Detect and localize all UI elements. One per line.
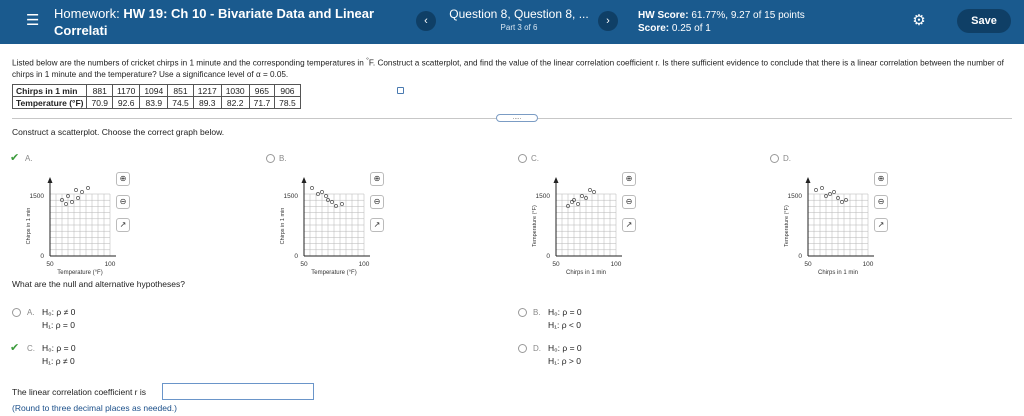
problem-text-2: F. Construct a scatterplot, and find the value of the linear correlation coefficient r. Is there sufficient evidence to conclude that there is a linear correlation between the number of chirps in 1 minute and the temperature? Use a significance level of α = 0.05. bbox=[12, 58, 1004, 79]
score-value: 0.25 of 1 bbox=[671, 23, 711, 34]
option-letter: C. bbox=[27, 344, 35, 353]
table-cell: 965 bbox=[249, 85, 275, 97]
homework-name-cont: Correlati bbox=[54, 23, 108, 38]
zoom-out-icon[interactable]: ⊖ bbox=[370, 195, 384, 209]
question-title[interactable]: Question 8, Question 8, ... bbox=[449, 7, 589, 21]
scatter-point bbox=[330, 200, 333, 203]
score-panel bbox=[638, 9, 805, 35]
table-cell: 83.9 bbox=[140, 97, 168, 109]
zoom-in-icon[interactable]: ⊕ bbox=[622, 172, 636, 186]
selected-check-icon: ✔ bbox=[10, 152, 20, 164]
scatter-point bbox=[814, 188, 817, 191]
y-tick-bottom: 0 bbox=[798, 253, 802, 260]
y-axis-label: Chirps in 1 min bbox=[26, 207, 32, 245]
x-axis-label: Temperature (°F) bbox=[57, 270, 103, 276]
correlation-label: The linear correlation coefficient r is bbox=[12, 387, 147, 397]
plot-grid bbox=[302, 177, 371, 256]
hypotheses-question: What are the null and alternative hypotheses? bbox=[12, 279, 185, 289]
radio-button[interactable] bbox=[12, 308, 21, 317]
rounding-note: (Round to three decimal places as needed.) bbox=[12, 403, 177, 413]
option-letter: B. bbox=[533, 308, 541, 317]
table-cell: 70.9 bbox=[87, 97, 113, 109]
table-cell: 1094 bbox=[140, 85, 168, 97]
table-cell: 82.2 bbox=[221, 97, 249, 109]
table-cell: 74.5 bbox=[168, 97, 194, 109]
hw-score-label: HW Score: bbox=[638, 10, 689, 21]
scatter-point bbox=[70, 200, 73, 203]
null-hypothesis: H₀: ρ = 0 bbox=[548, 343, 582, 353]
scatter-point bbox=[64, 202, 67, 205]
alternative-hypothesis: H₁: ρ > 0 bbox=[548, 356, 581, 366]
graph-option-b[interactable] bbox=[266, 150, 506, 276]
y-tick-bottom: 0 bbox=[40, 253, 44, 260]
popout-icon[interactable]: ↗ bbox=[370, 218, 384, 232]
degree-symbol: ° bbox=[366, 57, 369, 64]
zoom-in-icon[interactable]: ⊕ bbox=[874, 172, 888, 186]
scatter-point bbox=[340, 202, 343, 205]
row-header-temperature: Temperature (°F) bbox=[13, 97, 87, 109]
scatter-point bbox=[324, 194, 327, 197]
graph-option-a[interactable] bbox=[10, 150, 252, 276]
zoom-in-icon[interactable]: ⊕ bbox=[370, 172, 384, 186]
x-tick-right: 100 bbox=[104, 261, 116, 268]
zoom-out-icon[interactable]: ⊖ bbox=[116, 195, 130, 209]
homework-prefix: Homework: bbox=[54, 6, 120, 21]
null-hypothesis: H₀: ρ = 0 bbox=[42, 343, 76, 353]
table-cell: 78.5 bbox=[275, 97, 301, 109]
table-cell: 1030 bbox=[221, 85, 249, 97]
hw-score-value: 61.77%, 9.27 of 15 points bbox=[691, 10, 805, 21]
option-letter: A. bbox=[27, 308, 35, 317]
scatter-point bbox=[832, 190, 835, 193]
scatter-point bbox=[576, 202, 579, 205]
popout-icon[interactable]: ↗ bbox=[874, 218, 888, 232]
hypothesis-option-c[interactable] bbox=[12, 342, 212, 372]
table-cell: 1170 bbox=[113, 85, 140, 97]
scatter-point bbox=[334, 204, 337, 207]
radio-button[interactable] bbox=[518, 344, 527, 353]
y-tick-bottom: 0 bbox=[546, 253, 550, 260]
graph-option-c[interactable] bbox=[518, 150, 758, 276]
alternative-hypothesis: H₁: ρ < 0 bbox=[548, 320, 581, 330]
table-cell: 89.3 bbox=[193, 97, 221, 109]
x-axis-label: Temperature (°F) bbox=[311, 270, 357, 276]
y-tick-top: 1500 bbox=[787, 193, 802, 200]
table-cell: 1217 bbox=[193, 85, 221, 97]
x-axis-label: Chirps in 1 min bbox=[565, 270, 607, 276]
x-tick-left: 50 bbox=[804, 261, 812, 268]
homework-title bbox=[54, 5, 414, 39]
hypothesis-option-d[interactable] bbox=[518, 342, 718, 372]
zoom-in-icon[interactable]: ⊕ bbox=[116, 172, 130, 186]
option-letter: A. bbox=[25, 154, 33, 163]
plot-grid bbox=[806, 177, 875, 256]
scatter-point bbox=[310, 186, 313, 189]
scatter-point bbox=[820, 186, 823, 189]
table-cell: 881 bbox=[87, 85, 113, 97]
plot-grid bbox=[48, 177, 117, 256]
selected-check-icon: ✔ bbox=[10, 342, 20, 354]
correlation-input[interactable] bbox=[162, 383, 314, 400]
y-axis-label: Chirps in 1 min bbox=[280, 207, 286, 245]
y-axis-arrow bbox=[554, 177, 559, 183]
y-axis-arrow bbox=[302, 177, 307, 183]
graph-option-d[interactable] bbox=[770, 150, 1010, 276]
table-cell: 92.6 bbox=[113, 97, 140, 109]
scatter-point bbox=[580, 194, 583, 197]
option-letter: D. bbox=[533, 344, 541, 353]
problem-text-1: Listed below are the numbers of cricket chirps in 1 minute and the corresponding temperatures in bbox=[12, 58, 367, 68]
table-cell: 851 bbox=[168, 85, 194, 97]
problem-statement bbox=[12, 55, 1012, 80]
x-tick-left: 50 bbox=[46, 261, 54, 268]
radio-button[interactable] bbox=[518, 154, 527, 163]
y-axis-label: Temperature (°F) bbox=[532, 205, 538, 247]
settings-gear-icon[interactable]: ⚙ bbox=[912, 12, 926, 29]
y-tick-top: 1500 bbox=[535, 193, 550, 200]
radio-button[interactable] bbox=[266, 154, 275, 163]
scatter-point bbox=[74, 188, 77, 191]
x-tick-left: 50 bbox=[300, 261, 308, 268]
menu-icon[interactable]: ☰ bbox=[26, 12, 40, 29]
y-axis-arrow bbox=[806, 177, 811, 183]
hypothesis-option-b[interactable] bbox=[518, 306, 718, 336]
option-letter: B. bbox=[279, 154, 287, 163]
alternative-hypothesis: H₁: ρ = 0 bbox=[42, 320, 75, 330]
scatter-point bbox=[588, 188, 591, 191]
scatter-point bbox=[840, 200, 843, 203]
y-tick-bottom: 0 bbox=[294, 253, 298, 260]
x-tick-right: 100 bbox=[862, 261, 874, 268]
data-table bbox=[12, 84, 301, 109]
divider-handle[interactable]: ..... bbox=[496, 114, 538, 122]
copy-data-icon[interactable] bbox=[397, 87, 404, 94]
zoom-out-icon[interactable]: ⊖ bbox=[874, 195, 888, 209]
popout-icon[interactable]: ↗ bbox=[116, 218, 130, 232]
x-tick-right: 100 bbox=[610, 261, 622, 268]
y-axis-label: Temperature (°F) bbox=[784, 205, 790, 247]
option-letter: C. bbox=[531, 154, 539, 163]
top-header bbox=[0, 0, 1024, 44]
score-label: Score: bbox=[638, 23, 670, 34]
homework-name: HW 19: Ch 10 - Bivariate Data and Linear bbox=[123, 6, 375, 21]
popout-icon[interactable]: ↗ bbox=[622, 218, 636, 232]
table-row bbox=[13, 97, 301, 109]
x-axis-label: Chirps in 1 min bbox=[817, 270, 859, 276]
table-cell: 71.7 bbox=[249, 97, 275, 109]
zoom-out-icon[interactable]: ⊖ bbox=[622, 195, 636, 209]
radio-button[interactable] bbox=[518, 308, 527, 317]
scatter-point bbox=[570, 200, 573, 203]
table-row bbox=[13, 85, 301, 97]
alternative-hypothesis: H₁: ρ ≠ 0 bbox=[42, 356, 75, 366]
null-hypothesis: H₀: ρ ≠ 0 bbox=[42, 307, 76, 317]
save-button[interactable]: Save bbox=[957, 9, 1011, 33]
scatter-point bbox=[86, 186, 89, 189]
null-hypothesis: H₀: ρ = 0 bbox=[548, 307, 582, 317]
plot-grid bbox=[554, 177, 623, 256]
radio-button[interactable] bbox=[770, 154, 779, 163]
question-part: Part 3 of 6 bbox=[500, 23, 538, 32]
graph-instruction: Construct a scatterplot. Choose the correct graph below. bbox=[12, 127, 225, 137]
y-axis-arrow bbox=[48, 177, 53, 183]
y-tick-top: 1500 bbox=[283, 193, 298, 200]
hypothesis-option-a[interactable] bbox=[12, 306, 212, 336]
x-tick-right: 100 bbox=[358, 261, 370, 268]
scatter-point bbox=[80, 190, 83, 193]
x-tick-left: 50 bbox=[552, 261, 560, 268]
table-cell: 906 bbox=[275, 85, 301, 97]
row-header-chirps: Chirps in 1 min bbox=[13, 85, 87, 97]
scatter-point bbox=[320, 190, 323, 193]
scatter-point bbox=[76, 196, 79, 199]
option-letter: D. bbox=[783, 154, 791, 163]
y-tick-top: 1500 bbox=[29, 193, 44, 200]
previous-question-button[interactable]: ‹ bbox=[416, 11, 436, 31]
scatter-point bbox=[592, 190, 595, 193]
next-question-button[interactable]: › bbox=[598, 11, 618, 31]
